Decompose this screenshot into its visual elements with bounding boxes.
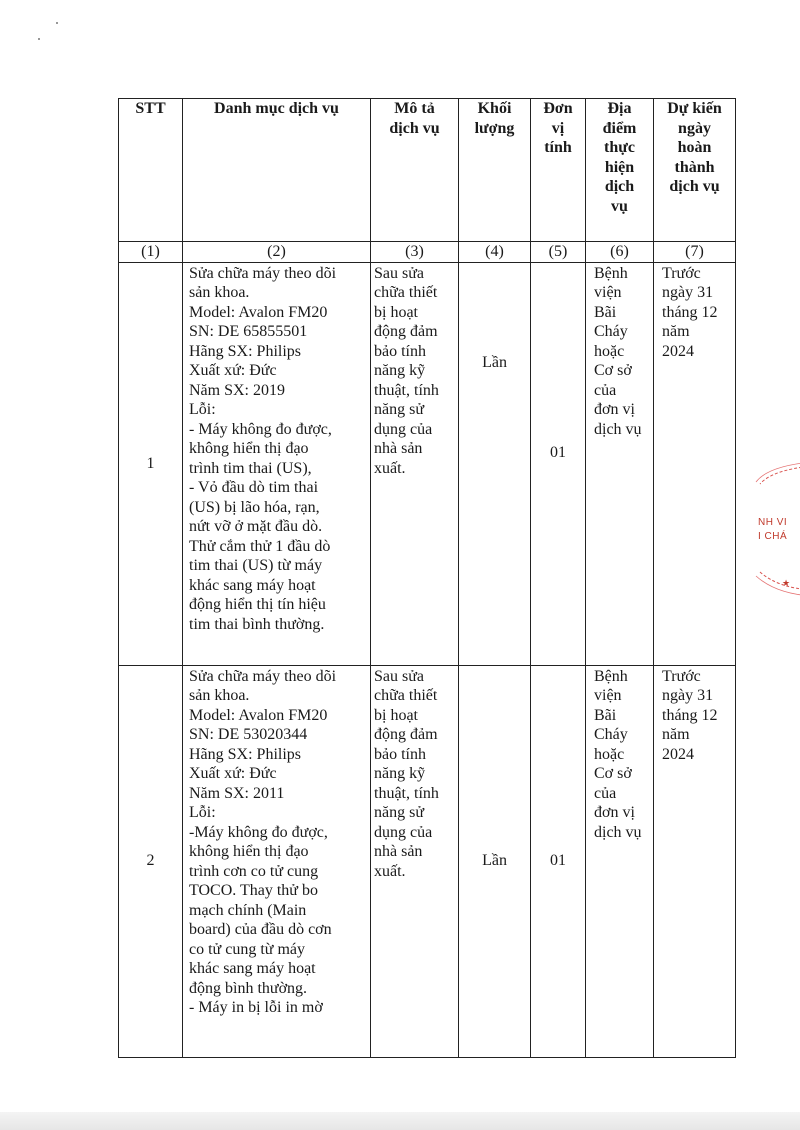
row-unit: 01 [531, 262, 586, 665]
cell-line: SN: DE 53020344 [189, 726, 308, 743]
cell-line: của [594, 784, 617, 802]
cell-line: Cháy [594, 726, 628, 743]
cell-line: Cơ sở [594, 765, 632, 782]
row-location [586, 262, 654, 665]
row-service-description [183, 262, 371, 665]
header-quantity: Khối lượng [459, 99, 531, 242]
table-row [119, 665, 736, 1057]
cell-line: Lỗi: [189, 401, 216, 418]
cell-line: Xuất xứ: Đức [189, 765, 277, 782]
cell-line: Bệnh [594, 667, 628, 685]
cell-line: Xuất xứ: Đức [189, 362, 277, 379]
page-bottom-edge [0, 1112, 800, 1130]
cell-line: dụng của [374, 823, 433, 841]
scan-speck [56, 22, 58, 24]
scan-speck [38, 38, 40, 40]
cell-line: Bệnh [594, 264, 628, 282]
cell-line: không hiển thị đạo [189, 440, 309, 457]
cell-line: ngày 31 [662, 284, 714, 301]
cell-line: chữa thiết [374, 687, 438, 704]
row-quantity: Lần [459, 262, 531, 665]
cell-line: sản khoa. [189, 687, 250, 704]
cell-line: xuất. [374, 862, 406, 880]
cell-line: Cháy [594, 323, 628, 340]
cell-line: dịch vụ [594, 420, 642, 438]
col-number: (2) [183, 242, 371, 263]
cell-line: Sửa chữa máy theo dõi [189, 667, 337, 685]
red-seal-fragment [752, 460, 800, 600]
cell-line: xuất. [374, 459, 406, 477]
row-completion-date [654, 262, 736, 665]
header-completion-date: Dự kiến ngày hoàn thành dịch vụ [654, 99, 736, 242]
header-stt: STT [119, 99, 183, 242]
cell-line: mạch chính (Main [189, 901, 307, 919]
cell-line: tim thai (US) từ máy [189, 557, 323, 574]
cell-line: bảo tính [374, 745, 426, 763]
cell-line: Năm SX: 2019 [189, 381, 285, 399]
cell-line: Model: Avalon FM20 [189, 706, 328, 724]
col-number: (7) [654, 242, 736, 263]
cell-line: Trước [662, 667, 701, 685]
cell-line: đơn vị [594, 804, 635, 821]
cell-line: trình cơn co tử cung [189, 862, 319, 880]
row-completion-date [654, 665, 736, 1057]
cell-line: bảo tính [374, 342, 426, 360]
cell-line: hoặc [594, 745, 625, 763]
cell-line: nứt vỡ ở mặt đầu dò. [189, 518, 323, 535]
services-table [118, 98, 736, 1058]
table-row [119, 262, 736, 665]
header-row [119, 99, 736, 242]
header-unit: Đơn vị tính [531, 99, 586, 242]
cell-line: viện [594, 284, 622, 301]
cell-line: Sửa chữa máy theo dõi [189, 264, 337, 282]
cell-line: - Máy in bị lỗi in mờ [189, 999, 323, 1016]
cell-line: thuật, tính [374, 381, 439, 399]
cell-line: dịch vụ [594, 823, 642, 841]
cell-line: năm [662, 323, 690, 340]
cell-line: viện [594, 687, 622, 704]
col-number: (3) [371, 242, 459, 263]
row-stt: 1 [119, 262, 183, 665]
col-number: (4) [459, 242, 531, 263]
cell-line: Thử cắm thử 1 đầu dò [189, 537, 331, 555]
col-number: (5) [531, 242, 586, 263]
cell-line: Sau sửa [374, 667, 424, 685]
cell-line: năng kỹ [374, 765, 426, 782]
cell-line: của [594, 381, 617, 399]
cell-line: - Máy không đo được, [189, 420, 332, 438]
cell-line: TOCO. Thay thử bo [189, 882, 318, 899]
cell-line: trình tim thai (US), [189, 459, 312, 477]
cell-line: Hãng SX: Philips [189, 342, 302, 360]
cell-line: tim thai bình thường. [189, 615, 325, 633]
cell-line: năng kỹ [374, 362, 426, 379]
cell-line: động đảm [374, 323, 438, 340]
col-number: (6) [586, 242, 654, 263]
header-description: Mô tả dịch vụ [371, 99, 459, 242]
cell-line: bị hoạt [374, 303, 418, 321]
row-service-description [183, 665, 371, 1057]
cell-line: nhà sản [374, 843, 423, 860]
cell-line: thuật, tính [374, 784, 439, 802]
header-service-list: Danh mục dịch vụ [183, 99, 371, 242]
row-unit: 01 [531, 665, 586, 1057]
cell-line: nhà sản [374, 440, 423, 457]
cell-line: năng sử [374, 401, 424, 418]
cell-line: không hiển thị đạo [189, 843, 309, 860]
row-service-detail [371, 262, 459, 665]
cell-line: co tử cung từ máy [189, 940, 305, 958]
cell-line: sản khoa. [189, 284, 250, 301]
cell-line: hoặc [594, 342, 625, 360]
cell-line: tháng 12 [662, 303, 718, 321]
cell-line: khác sang máy hoạt [189, 960, 316, 977]
seal-text-line: NH VI [758, 517, 788, 528]
seal-text-line: I CHÁ [758, 531, 788, 542]
cell-line: board) của đầu dò cơn [189, 921, 332, 938]
cell-line: ngày 31 [662, 687, 714, 704]
svg-text:★: ★ [782, 578, 791, 588]
cell-line: Bãi [594, 706, 617, 724]
row-quantity: Lần [459, 665, 531, 1057]
col-number: (1) [119, 242, 183, 263]
cell-line: SN: DE 65855501 [189, 323, 308, 340]
cell-line: động hiển thị tín hiệu [189, 596, 326, 613]
cell-line: dụng của [374, 420, 433, 438]
cell-line: Năm SX: 2011 [189, 784, 285, 802]
cell-line: 2024 [662, 745, 694, 763]
cell-line: Bãi [594, 303, 617, 321]
cell-line: Trước [662, 264, 701, 282]
cell-line: Sau sửa [374, 264, 424, 282]
row-stt: 2 [119, 665, 183, 1057]
cell-line: khác sang máy hoạt [189, 576, 316, 594]
cell-line: Cơ sở [594, 362, 632, 379]
cell-line: năng sử [374, 804, 424, 821]
cell-line: năm [662, 726, 690, 743]
cell-line: động bình thường. [189, 979, 308, 997]
cell-line: Lỗi: [189, 804, 216, 821]
cell-line: chữa thiết [374, 284, 438, 301]
cell-line: (US) bị lão hóa, rạn, [189, 498, 320, 516]
header-location: Địa điểm thực hiện dịch vụ [586, 99, 654, 242]
cell-line: Model: Avalon FM20 [189, 303, 328, 321]
cell-line: tháng 12 [662, 706, 718, 724]
cell-line: động đảm [374, 726, 438, 743]
cell-line: -Máy không đo được, [189, 823, 328, 841]
cell-line: bị hoạt [374, 706, 418, 724]
column-number-row [119, 242, 736, 263]
cell-line: - Vỏ đầu dò tim thai [189, 479, 319, 496]
row-service-detail [371, 665, 459, 1057]
cell-line: 2024 [662, 342, 694, 360]
cell-line: Hãng SX: Philips [189, 745, 302, 763]
row-location [586, 665, 654, 1057]
cell-line: đơn vị [594, 401, 635, 418]
